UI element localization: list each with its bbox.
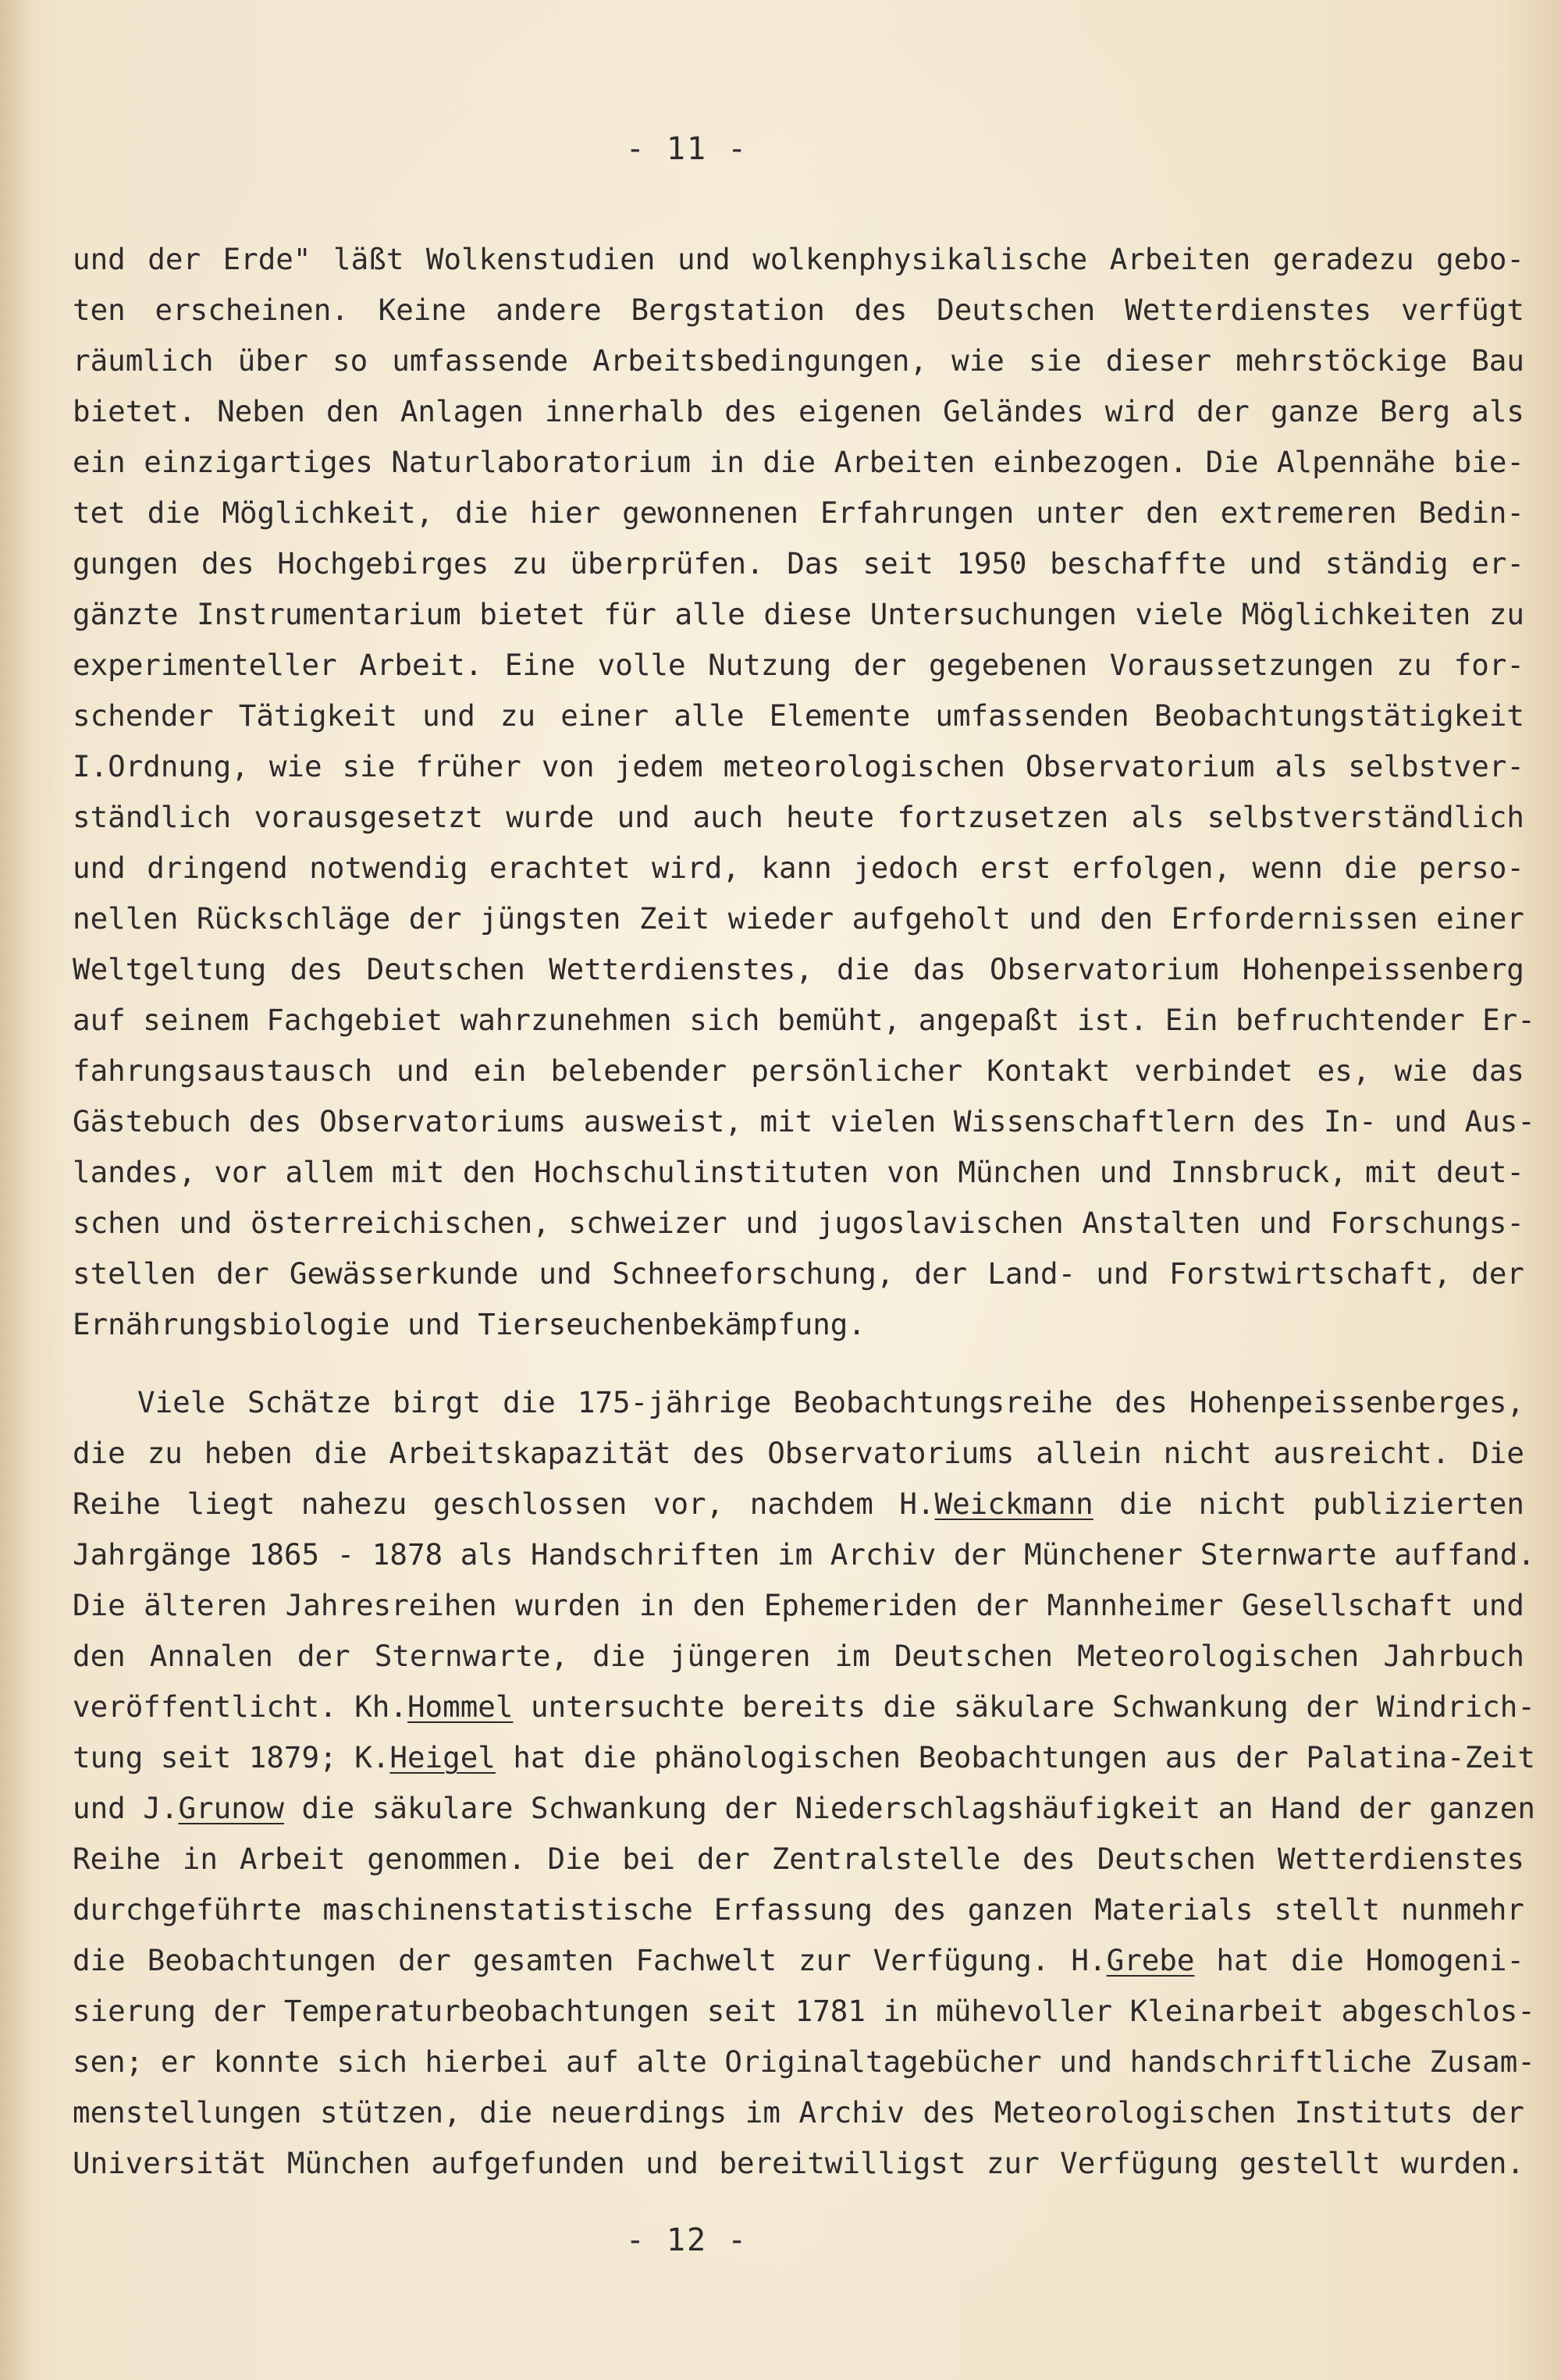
text-line: Die älteren Jahresreihen wurden in den Ephemeriden der Mannheimer Gesellschaft und [73, 1588, 1524, 1622]
text-line: auf seinem Fachgebiet wahrzunehmen sich bemüht, angepaßt ist. Ein befruchtender Er- [73, 1003, 1535, 1037]
text-fragment: hat die phänologischen Beobachtungen aus der Palatina-Zeit [495, 1740, 1535, 1774]
text-line: und dringend notwendig erachtet wird, kann jedoch erst erfolgen, wenn die perso- [73, 851, 1524, 885]
text-line: ständlich vorausgesetzt wurde und auch heute fortzusetzen als selbstverständlich [73, 800, 1524, 834]
text-line [73, 1485, 1524, 1522]
text-fragment: hat die Homogeni- [1194, 1943, 1525, 1977]
text-line [73, 1688, 1535, 1725]
text-fragment: die säkulare Schwankung der Niederschlagshäufigkeit an Hand der ganzen [283, 1791, 1535, 1825]
page-number-top: - 11 - [625, 131, 748, 167]
text-line: sen; er konnte sich hierbei auf alte Originaltagebücher und handschriftliche Zusam- [73, 2044, 1535, 2079]
text-line: gungen des Hochgebirges zu überprüfen. Das seit 1950 beschaffte und ständig er- [73, 546, 1524, 581]
text-line: Jahrgänge 1865 - 1878 als Handschriften im Archiv der Münchener Sternwarte auffand. [73, 1537, 1535, 1572]
text-line: durchgeführte maschinenstatistische Erfassung des ganzen Materials stellt nunmehr [73, 1892, 1524, 1927]
underlined-name: Hommel [407, 1689, 514, 1724]
underlined-name: Grunow [178, 1791, 284, 1825]
text-fragment: untersuchte bereits die säkulare Schwankung der Windrich- [513, 1689, 1535, 1724]
text-fragment: die nicht publizierten [1093, 1487, 1524, 1521]
text-line: menstellungen stützen, die neuerdings im Archiv des Meteorologischen Instituts der [73, 2095, 1524, 2130]
text-line: bietet. Neben den Anlagen innerhalb des eigenen Geländes wird der ganze Berg als [73, 394, 1524, 428]
text-line [73, 1941, 1524, 1979]
text-line [73, 1739, 1535, 1776]
text-line: die zu heben die Arbeitskapazität des Observatoriums allein nicht ausreicht. Die [73, 1436, 1524, 1470]
underlined-name: Weickmann [934, 1487, 1093, 1521]
text-line: ten erscheinen. Keine andere Bergstation des Deutschen Wetterdienstes verfügt [73, 293, 1524, 327]
text-line: sierung der Temperaturbeobachtungen seit 1781 in mühevoller Kleinarbeit abgeschlos- [73, 1994, 1535, 2028]
underlined-name: Grebe [1106, 1943, 1195, 1977]
page-number-bottom: - 12 - [625, 2222, 748, 2258]
text-line [73, 1789, 1535, 1827]
underlined-name: Heigel [389, 1740, 496, 1774]
text-line: und der Erde" läßt Wolkenstudien und wolkenphysikalische Arbeiten geradezu gebo- [73, 242, 1524, 276]
text-line: den Annalen der Sternwarte, die jüngeren im Deutschen Meteorologischen Jahrbuch [73, 1639, 1524, 1673]
text-line: Gästebuch des Observatoriums ausweist, mit vielen Wissenschaftlern des In- und Aus- [73, 1104, 1535, 1138]
text-line: Reihe in Arbeit genommen. Die bei der Zentralstelle des Deutschen Wetterdienstes [73, 1842, 1524, 1876]
text-line: Universität München aufgefunden und bereitwilligst zur Verfügung gestellt wurden. [73, 2146, 1524, 2180]
text-fragment: tung seit 1879; K. [73, 1740, 390, 1774]
text-line: experimenteller Arbeit. Eine volle Nutzung der gegebenen Voraussetzungen zu for- [73, 648, 1524, 682]
text-line: ein einzigartiges Naturlaboratorium in die Arbeiten einbezogen. Die Alpennähe bie- [73, 445, 1524, 479]
text-fragment: und J. [73, 1791, 179, 1825]
text-line: nellen Rückschläge der jüngsten Zeit wieder aufgeholt und den Erfordernissen einer [73, 901, 1524, 936]
text-line: stellen der Gewässerkunde und Schneeforschung, der Land- und Forstwirtschaft, der [73, 1256, 1524, 1291]
text-line: I.Ordnung, wie sie früher von jedem meteorologischen Observatorium als selbstver- [73, 749, 1524, 783]
text-line: Ernährungsbiologie und Tierseuchenbekämpfung. [73, 1307, 866, 1341]
text-line: gänzte Instrumentarium bietet für alle diese Untersuchungen viele Möglichkeiten zu [73, 597, 1524, 631]
text-line: fahrungsaustausch und ein belebender persönlicher Kontakt verbindet es, wie das [73, 1053, 1524, 1088]
text-line: Viele Schätze birgt die 175-jährige Beobachtungsreihe des Hohenpeissenberges, [137, 1385, 1524, 1419]
text-fragment: Reihe liegt nahezu geschlossen vor, nachdem H. [73, 1487, 935, 1521]
text-fragment: die Beobachtungen der gesamten Fachwelt zur Verfügung. H. [73, 1943, 1107, 1977]
text-line: Weltgeltung des Deutschen Wetterdienstes, die das Observatorium Hohenpeissenberg [73, 952, 1524, 986]
text-line: schen und österreichischen, schweizer und jugoslavischen Anstalten und Forschungs- [73, 1206, 1524, 1240]
text-line: schender Tätigkeit und zu einer alle Elemente umfassenden Beobachtungstätigkeit [73, 698, 1524, 733]
text-line: räumlich über so umfassende Arbeitsbedingungen, wie sie dieser mehrstöckige Bau [73, 343, 1524, 378]
text-line: tet die Möglichkeit, die hier gewonnenen Erfahrungen unter den extremeren Bedin- [73, 496, 1524, 530]
text-line: landes, vor allem mit den Hochschulinstituten von München und Innsbruck, mit deut- [73, 1155, 1524, 1189]
text-fragment: veröffentlicht. Kh. [73, 1689, 407, 1724]
